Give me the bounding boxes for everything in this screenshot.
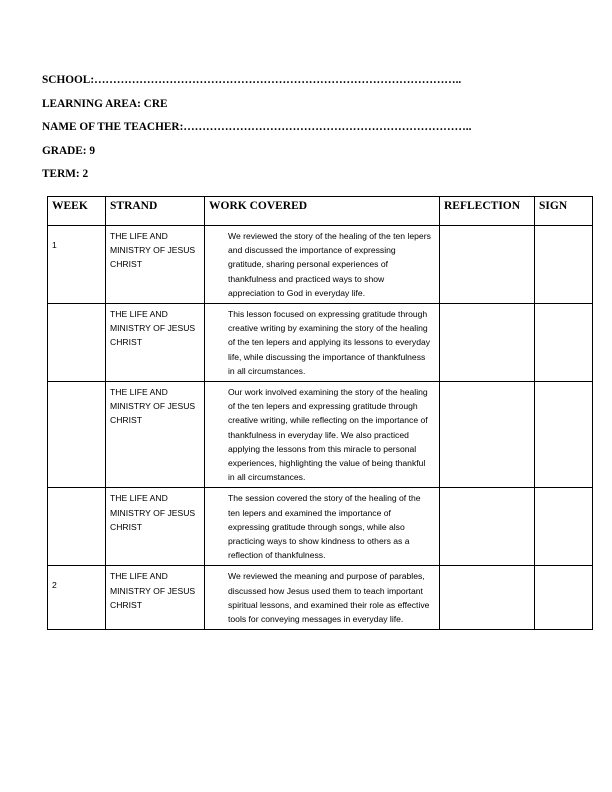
week-cell <box>48 304 106 382</box>
column-header-week: WEEK <box>48 197 106 226</box>
reflection-cell[interactable] <box>440 382 535 488</box>
school-line: SCHOOL:…………………………………………………………………………………….. <box>42 74 462 86</box>
work-covered-cell: We reviewed the meaning and purpose of parables, discussed how Jesus used them to teach important spiritual lessons, and examined their role as effective tools for conveying messages in everyday life. <box>205 566 440 630</box>
work-record-table <box>47 196 593 630</box>
work-covered-cell: We reviewed the story of the healing of the ten lepers and discussed the importance of expressing gratitude, sharing personal experiences of thankfulness and practiced ways to show appreciation to God in everyday life. <box>205 226 440 304</box>
week-cell: 1 <box>48 226 106 304</box>
term-line: TERM: 2 <box>42 168 89 180</box>
work-covered-cell: This lesson focused on expressing gratitude through creative writing by examining the story of the healing of the ten lepers and applying its lessons to everyday life, while discussing the importance of thankfulness in all circumstances. <box>205 304 440 382</box>
column-header-reflection: REFLECTION <box>440 197 535 226</box>
column-header-work-covered: WORK COVERED <box>205 197 440 226</box>
reflection-cell[interactable] <box>440 488 535 566</box>
table-row <box>48 382 593 488</box>
week-cell <box>48 488 106 566</box>
column-header-sign: SIGN <box>535 197 593 226</box>
reflection-cell[interactable] <box>440 304 535 382</box>
table-row <box>48 566 593 630</box>
learning-area-line: LEARNING AREA: CRE <box>42 97 168 110</box>
reflection-cell[interactable] <box>440 226 535 304</box>
week-cell: 2 <box>48 566 106 630</box>
table-header-row <box>48 197 593 226</box>
strand-cell: THE LIFE AND MINISTRY OF JESUS CHRIST <box>106 566 205 630</box>
column-header-strand: STRAND <box>106 197 205 226</box>
work-covered-cell: Our work involved examining the story of the healing of the ten lepers and expressing gratitude through creative writing, while reflecting on the importance of thankfulness in everyday life. We also practiced applying the lessons from this miracle to personal experiences, highlighting the value of being thankful in all circumstances. <box>205 382 440 488</box>
table-row <box>48 488 593 566</box>
sign-cell[interactable] <box>535 488 593 566</box>
strand-cell: THE LIFE AND MINISTRY OF JESUS CHRIST <box>106 488 205 566</box>
table-row <box>48 304 593 382</box>
grade-line: GRADE: 9 <box>42 144 96 157</box>
sign-cell[interactable] <box>535 304 593 382</box>
sign-cell[interactable] <box>535 566 593 630</box>
sign-cell[interactable] <box>535 382 593 488</box>
strand-cell: THE LIFE AND MINISTRY OF JESUS CHRIST <box>106 226 205 304</box>
strand-cell: THE LIFE AND MINISTRY OF JESUS CHRIST <box>106 382 205 488</box>
work-covered-cell: The session covered the story of the healing of the ten lepers and examined the importance of expressing gratitude through songs, while also practicing ways to show kindness to others as a reflection of thankfulness. <box>205 488 440 566</box>
strand-cell: THE LIFE AND MINISTRY OF JESUS CHRIST <box>106 304 205 382</box>
week-cell <box>48 382 106 488</box>
sign-cell[interactable] <box>535 226 593 304</box>
table-row <box>48 226 593 304</box>
reflection-cell[interactable] <box>440 566 535 630</box>
document-header <box>42 72 572 190</box>
teacher-name-line: NAME OF THE TEACHER:………………………………………………………………….. <box>42 121 472 133</box>
